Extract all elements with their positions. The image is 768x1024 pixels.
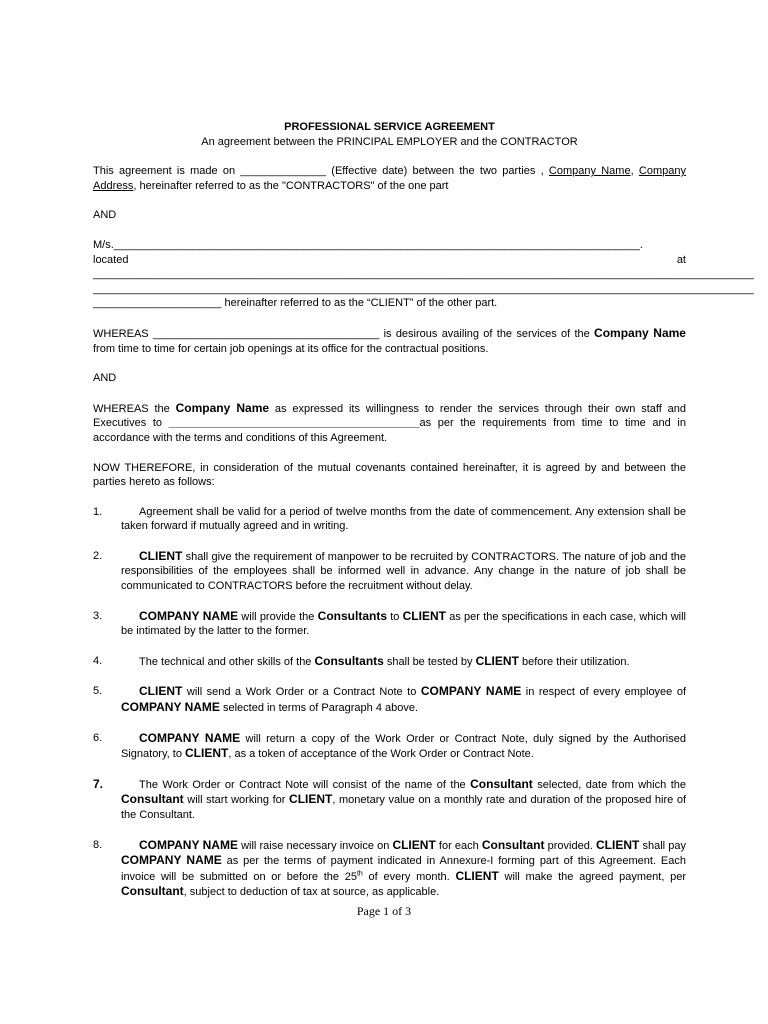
ms-line: M/s.______________________________________________________________________________________. <box>93 238 643 251</box>
intro-paragraph <box>93 164 686 193</box>
term-item-5 <box>93 684 686 715</box>
intro-text: , hereinafter referred to as the "CONTRACTORS" of the one part <box>133 179 449 192</box>
whereas-text: as expressed its willingness to render the services through their own staff and Executives to <box>93 402 686 430</box>
term-item-1 <box>93 505 686 534</box>
term-text: as per the terms of payment indicated in Annexure-I forming part of this Agreement. Each invoice will be submitted on or before the 25 <box>121 855 686 883</box>
at-label: at <box>676 253 686 266</box>
term-text: selected in terms of Paragraph 4 above. <box>219 702 419 715</box>
term-number: 1. <box>93 505 103 518</box>
company-name-bold: COMPANY NAME <box>121 700 220 715</box>
and-separator: AND <box>93 372 117 385</box>
company-name-bold: COMPANY NAME <box>139 837 238 852</box>
whereas-text: is desirous availing of the services of the <box>379 327 595 340</box>
term-text: shall pay <box>639 839 686 852</box>
term-number: 6. <box>93 731 103 744</box>
whereas-text: as per the requirements from time to time and in accordance with the terms and conditions of this Agreement. <box>93 417 686 444</box>
whereas-text: WHEREAS <box>93 327 153 340</box>
term-text: will raise necessary invoice on <box>237 839 393 852</box>
client-reference-line <box>93 296 686 311</box>
term-text: will start working for <box>183 794 290 807</box>
term-text: The Work Order or Contract Note will consist of the name of the <box>139 778 471 791</box>
address-blank-line: ____________________________________________________________________________________________________________ <box>93 282 754 295</box>
and-separator: AND <box>93 209 117 222</box>
consultant-bold: Consultant <box>470 776 533 791</box>
company-name-bold: Company Name <box>175 400 270 415</box>
term-number: 2. <box>93 549 103 562</box>
term-text: will provide the <box>238 610 318 623</box>
date-blank: ______________ <box>240 165 327 178</box>
term-number: 3. <box>93 609 103 622</box>
term-text: shall give the requirement of manpower to be recruited by CONTRACTORS. The nature of job and the responsibilities of the employees shall be informed well in advance. Any change in the nature of job shall be communicated to CONTRACTORS before the recruitment without delay. <box>121 550 686 593</box>
consultants-bold: Consultants <box>314 653 384 668</box>
client-bold: CLIENT <box>402 608 446 623</box>
client-bold: CLIENT <box>185 746 229 761</box>
company-name-bold: COMPANY NAME <box>420 684 522 699</box>
client-bold: CLIENT <box>139 684 183 699</box>
whereas-blank: _____________________________________ <box>152 327 380 340</box>
whereas-text: from time to time for certain job openings at its office for the contractual positions. <box>93 342 489 355</box>
term-text: shall be tested by <box>383 655 476 668</box>
consultant-bold: Consultant <box>481 837 545 852</box>
consultant-bold: Consultant <box>121 792 184 807</box>
client-block <box>93 238 754 311</box>
client-bold: CLIENT <box>392 837 436 852</box>
term-text: before their utilization. <box>518 655 630 668</box>
term-item-7 <box>93 777 686 823</box>
term-text: , as a token of acceptance of the Work Order or Contract Note. <box>228 748 534 761</box>
document-subtitle: An agreement between the PRINCIPAL EMPLOYER and the CONTRACTOR <box>201 135 578 148</box>
whereas-text: WHEREAS the <box>93 402 176 415</box>
document-title: PROFESSIONAL SERVICE AGREEMENT <box>284 121 495 133</box>
company-name-bold: COMPANY NAME <box>139 730 241 745</box>
consultants-bold: Consultants <box>317 608 387 623</box>
term-text: will return a copy of the Work Order or Contract Note, duly signed by the Authorised Signatory, to <box>121 732 686 761</box>
term-text: , subject to deduction of tax at source, as applicable. <box>183 886 440 899</box>
located-label: located <box>93 253 129 266</box>
ordinal-suffix: th <box>356 870 363 878</box>
term-number: 7. <box>93 776 104 791</box>
client-bold: CLIENT <box>289 792 333 807</box>
whereas-paragraph-2 <box>93 401 686 446</box>
consultant-bold: Consultant <box>121 884 184 899</box>
whereas-paragraph-1 <box>93 326 686 356</box>
client-blank: _____________________ <box>93 297 222 310</box>
client-bold: CLIENT <box>139 548 183 563</box>
term-text: as per the specifications in each case, which will be intimated by the latter to the former. <box>121 610 686 638</box>
company-name-bold: COMPANY NAME <box>139 608 239 623</box>
term-number: 5. <box>93 685 103 698</box>
term-item-2 <box>93 549 686 594</box>
client-bold: CLIENT <box>455 868 499 883</box>
term-text: in respect of every employee of <box>521 686 686 699</box>
term-text: of every month. <box>362 870 456 883</box>
client-reference-text: hereinafter referred to as the “CLIENT” of the other part. <box>221 297 498 310</box>
intro-text: This agreement is made on <box>93 165 241 178</box>
company-address-field: Address <box>93 179 134 192</box>
term-text: The technical and other skills of the <box>139 655 315 668</box>
whereas-blank: _________________________________________ <box>168 417 420 430</box>
term-item-8 <box>93 838 686 900</box>
company-name-field: Company Name <box>548 165 631 178</box>
address-blank-line: ____________________________________________________________________________________________________________ <box>93 268 754 281</box>
company-name-bold: COMPANY NAME <box>121 853 222 868</box>
terms-list <box>93 505 686 900</box>
term-text: will send a Work Order or a Contract Note to <box>182 686 421 699</box>
term-number: 8. <box>93 838 103 851</box>
term-text: provided. <box>544 839 597 852</box>
term-text: , monetary value on a monthly rate and duration of the proposed hire of the Consultant. <box>121 794 686 821</box>
term-text: to <box>387 610 403 623</box>
intro-text: , <box>630 165 639 178</box>
term-item-3 <box>93 609 686 639</box>
company-address-field: Company <box>638 165 686 178</box>
page-number-footer: Page 1 of 3 <box>356 904 412 918</box>
now-therefore-paragraph: NOW THEREFORE, in consideration of the mutual covenants contained hereinafter, it is agreed by and between the parties hereto as follows: <box>93 461 686 489</box>
term-number: 4. <box>93 654 103 667</box>
term-item-4 <box>93 654 686 670</box>
term-text: for each <box>435 839 482 852</box>
term-text: Agreement shall be valid for a period of twelve months from the date of commencement. Any extension shall be taken forward if mutually agreed and in writing. <box>121 505 686 533</box>
client-bold: CLIENT <box>475 653 519 668</box>
term-text: selected, date from which the <box>532 778 686 791</box>
company-name-bold: Company Name <box>594 325 686 340</box>
term-item-6 <box>93 731 686 762</box>
term-text: will make the agreed payment, per <box>498 870 686 883</box>
client-bold: CLIENT <box>596 837 640 852</box>
intro-text: (Effective date) between the two parties , <box>326 165 549 178</box>
located-row <box>93 253 686 268</box>
